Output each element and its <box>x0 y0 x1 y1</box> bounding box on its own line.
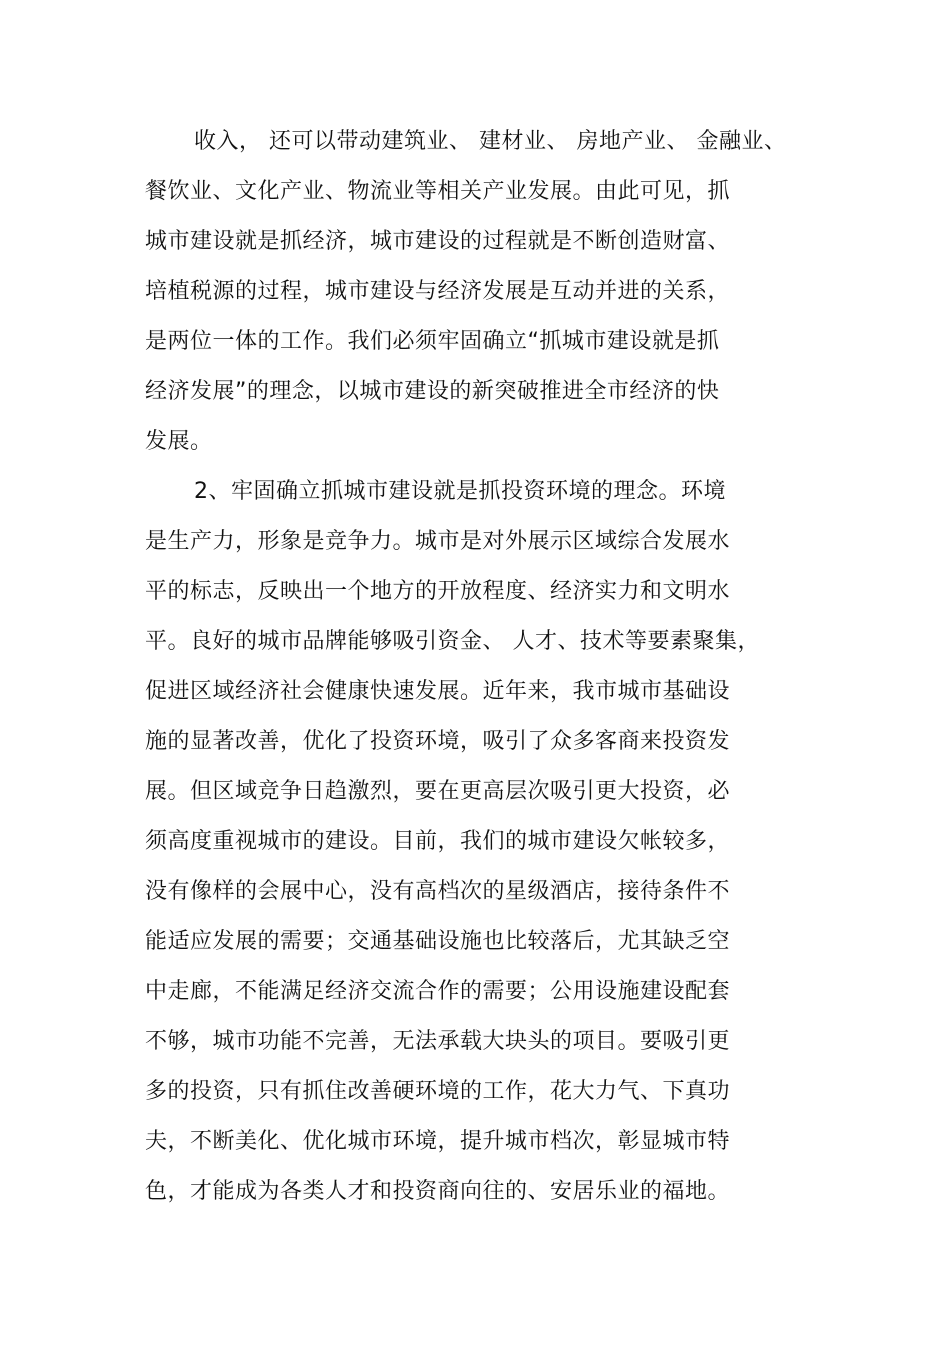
text-line: 色，才能成为各类人才和投资商向往的、安居乐业的福地。 <box>145 1179 731 1204</box>
text-line: 施的显著改善，优化了投资环境，吸引了众多客商来投资发 <box>145 729 731 754</box>
text-line: 能适应发展的需要；交通基础设施也比较落后，尤其缺乏空 <box>145 929 731 954</box>
text-line: 餐饮业、文化产业、物流业等相关产业发展。由此可见，抓 <box>145 179 731 204</box>
text-line: 收入， 还可以带动建筑业、 建材业、 房地产业、 金融业、 <box>194 129 787 154</box>
text-line: 中走廊，不能满足经济交流合作的需要；公用设施建设配套 <box>145 979 731 1004</box>
text-line: 培植税源的过程，城市建设与经济发展是互动并进的关系， <box>145 279 731 304</box>
text-line: 展。但区域竞争日趋激烈，要在更高层次吸引更大投资，必 <box>145 779 731 804</box>
text-line: 是生产力，形象是竞争力。城市是对外展示区域综合发展水 <box>145 529 731 554</box>
text-line: 多的投资，只有抓住改善硬环境的工作，花大力气、下真功 <box>145 1079 731 1104</box>
text-line: 城市建设就是抓经济，城市建设的过程就是不断创造财富、 <box>145 229 731 254</box>
text-line: 不够，城市功能不完善，无法承载大块头的项目。要吸引更 <box>145 1029 731 1054</box>
text-line: 是两位一体的工作。我们必须牢固确立“抓城市建设就是抓 <box>145 329 720 354</box>
text-line: 促进区域经济社会健康快速发展。近年来，我市城市基础设 <box>145 679 731 704</box>
text-line: 平。良好的城市品牌能够吸引资金、 人才、技术等要素聚集， <box>145 629 760 654</box>
text-line: 2、牢固确立抓城市建设就是抓投资环境的理念。环境 <box>194 479 726 504</box>
text-line: 夫，不断美化、优化城市环境，提升城市档次，彰显城市特 <box>145 1129 731 1154</box>
text-line: 没有像样的会展中心，没有高档次的星级酒店，接待条件不 <box>145 879 731 904</box>
text-line: 平的标志，反映出一个地方的开放程度、经济实力和文明水 <box>145 579 731 604</box>
text-line: 发展。 <box>145 429 213 454</box>
text-line: 经济发展”的理念，以城市建设的新突破推进全市经济的快 <box>145 379 720 404</box>
text-line: 须高度重视城市的建设。目前，我们的城市建设欠帐较多， <box>145 829 731 854</box>
